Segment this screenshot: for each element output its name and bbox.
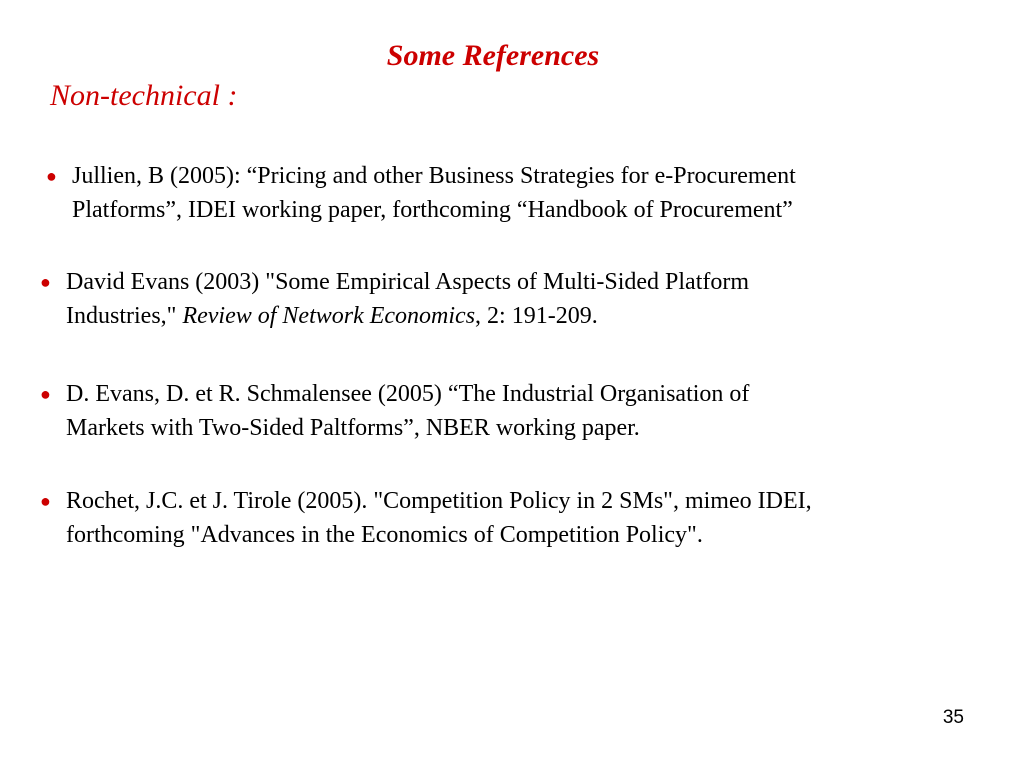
reference-item-evans-2003 [40,265,750,333]
reference-line: forthcoming "Advances in the Economics of Competition Policy". [66,522,703,548]
red-dot-icon: ● [46,166,57,186]
reference-text: Industries," [66,303,183,329]
red-dot-icon: ● [40,384,51,404]
reference-text: , 2: 191-209. [475,303,598,329]
reference-line: Platforms”, IDEI working paper, forthcoming “Handbook of Procurement” [72,197,793,223]
reference-item-evans-schmalensee [40,377,750,445]
page-number: 35 [942,707,964,728]
reference-line: D. Evans, D. et R. Schmalensee (2005) “The Industrial Organisation of [66,381,750,407]
reference-item-jullien [46,159,796,227]
reference-item-rochet-tirole [40,484,812,552]
red-dot-icon: ● [40,272,51,292]
reference-line: Jullien, B (2005): “Pricing and other Business Strategies for e-Procurement [72,163,796,189]
slide-title: Some References [386,39,600,72]
section-subtitle: Non-technical : [50,79,238,112]
reference-line [66,299,749,333]
journal-title: Review of Network Economics [182,303,476,329]
reference-line: Rochet, J.C. et J. Tirole (2005). "Competition Policy in 2 SMs", mimeo IDEI, [66,488,812,514]
red-dot-icon: ● [40,491,51,511]
reference-line: Markets with Two-Sided Paltforms”, NBER working paper. [66,415,640,441]
reference-line: David Evans (2003) "Some Empirical Aspects of Multi-Sided Platform [66,269,750,295]
